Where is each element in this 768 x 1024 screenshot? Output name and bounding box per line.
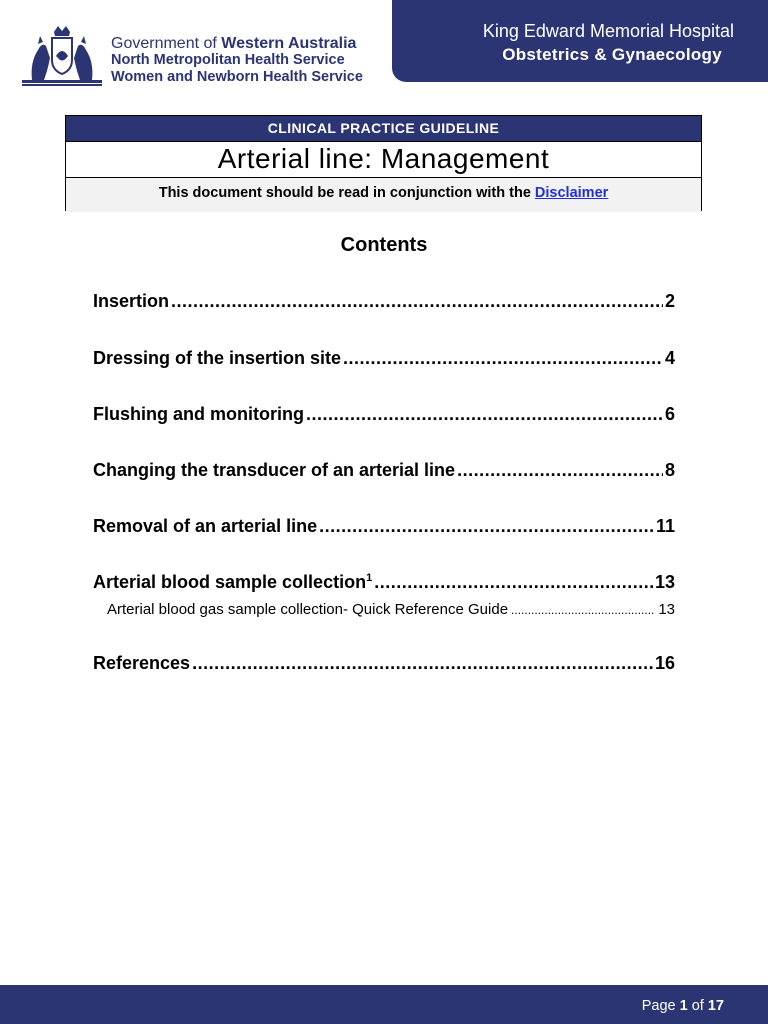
toc-label: Removal of an arterial line bbox=[93, 516, 318, 536]
toc-leader bbox=[457, 460, 663, 481]
toc-page: 16 bbox=[654, 653, 675, 673]
disclaimer-link[interactable]: Disclaimer bbox=[534, 185, 609, 201]
toc-entry-references[interactable] bbox=[93, 653, 675, 674]
service-line-1: North Metropolitan Health Service bbox=[111, 52, 345, 68]
page-footer bbox=[0, 985, 768, 1024]
page-prefix: Page bbox=[641, 998, 676, 1014]
toc-label: Flushing and monitoring bbox=[93, 404, 304, 424]
page-of: of bbox=[691, 998, 704, 1014]
document-title: Arterial line: Management bbox=[66, 142, 701, 178]
gov-state: Western Australia bbox=[221, 35, 357, 52]
toc-leader bbox=[306, 404, 663, 425]
contents-heading: Contents bbox=[340, 234, 428, 256]
disclaimer-text: This document should be read in conjunction with the bbox=[158, 185, 531, 201]
government-line bbox=[111, 35, 363, 52]
department-name: Obstetrics & Gynaecology bbox=[502, 45, 722, 64]
toc-entry-flushing[interactable] bbox=[93, 404, 675, 425]
toc-page: 6 bbox=[664, 404, 675, 424]
government-logo bbox=[18, 22, 378, 90]
toc-page: 8 bbox=[664, 460, 675, 480]
toc-leader bbox=[374, 572, 653, 593]
toc-label: References bbox=[93, 653, 191, 673]
toc-label: Arterial blood gas sample collection- Quick Reference Guide bbox=[107, 601, 509, 618]
toc-label bbox=[93, 572, 372, 593]
toc-label-text: Arterial blood sample collection bbox=[93, 572, 367, 592]
guideline-title-box bbox=[65, 115, 702, 211]
toc-page: 13 bbox=[658, 601, 675, 618]
toc-leader bbox=[171, 291, 663, 312]
toc-label: Dressing of the insertion site bbox=[93, 348, 342, 368]
toc-entry-dressing[interactable] bbox=[93, 348, 675, 369]
toc-page: 13 bbox=[654, 572, 675, 592]
toc-subentry-abg-quick-ref[interactable] bbox=[107, 601, 675, 618]
page-current: 1 bbox=[679, 998, 688, 1014]
toc-entry-blood-sample[interactable] bbox=[93, 572, 675, 593]
toc-entry-removal[interactable] bbox=[93, 516, 675, 537]
wa-coat-of-arms-icon bbox=[18, 22, 106, 88]
disclaimer-notice bbox=[66, 178, 701, 212]
page-indicator bbox=[642, 998, 724, 1014]
toc-entry-insertion[interactable] bbox=[93, 291, 675, 312]
gov-prefix: Government of bbox=[111, 35, 217, 52]
toc-label: Insertion bbox=[93, 291, 170, 311]
logo-text bbox=[111, 35, 363, 86]
toc-leader bbox=[319, 516, 654, 537]
toc-page: 2 bbox=[664, 291, 675, 311]
toc-page: 4 bbox=[664, 348, 675, 368]
hospital-banner bbox=[392, 0, 768, 82]
toc-leader bbox=[343, 348, 663, 369]
toc-entry-transducer[interactable] bbox=[93, 460, 675, 481]
toc-label: Changing the transducer of an arterial line bbox=[93, 460, 456, 480]
page-total: 17 bbox=[707, 998, 724, 1014]
hospital-name: King Edward Memorial Hospital bbox=[482, 21, 734, 41]
toc-leader bbox=[511, 603, 655, 617]
guideline-category: CLINICAL PRACTICE GUIDELINE bbox=[66, 116, 701, 142]
footnote-ref: 1 bbox=[366, 572, 373, 584]
toc-page: 11 bbox=[655, 516, 675, 536]
toc-leader bbox=[192, 653, 653, 674]
service-line-2: Women and Newborn Health Service bbox=[111, 69, 363, 85]
